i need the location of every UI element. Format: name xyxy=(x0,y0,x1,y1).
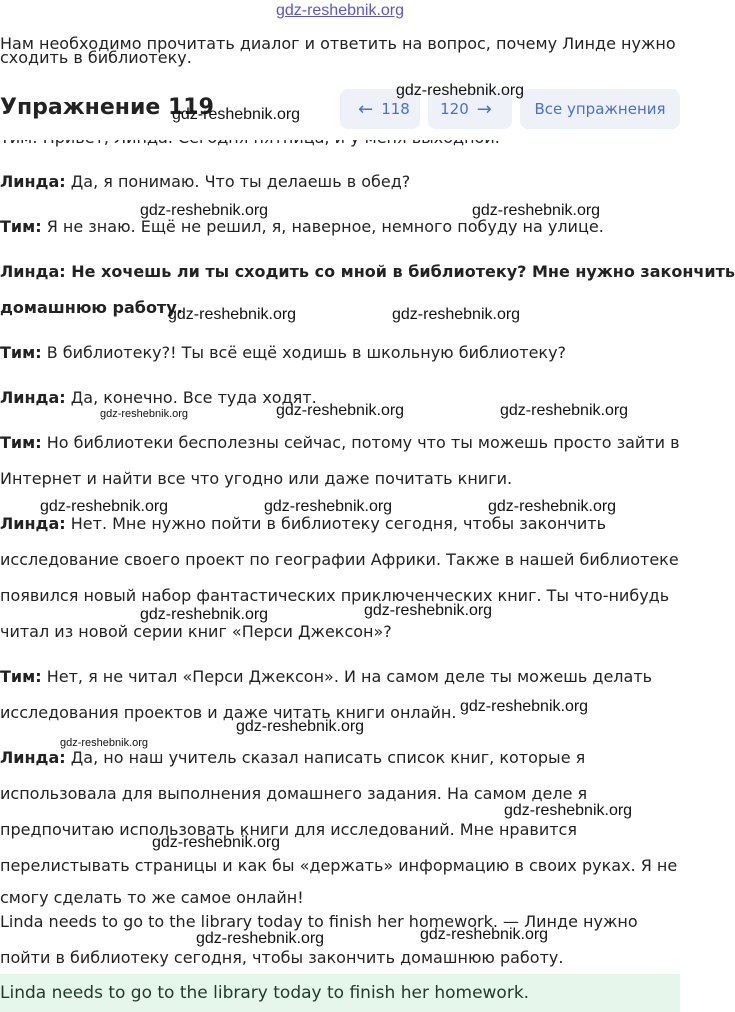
dialogue-line: Тим: В библиотеку?! Ты всё ещё ходишь в школьную библиотеку? xyxy=(0,343,567,362)
dialogue-cut-line: смогу сделать то же самое онлайн! xyxy=(0,888,304,907)
watermark: gdz-reshebnik.org xyxy=(276,402,405,419)
answer-box xyxy=(0,974,680,1012)
watermark: gdz-reshebnik.org xyxy=(392,306,521,323)
watermark: gdz-reshebnik.org xyxy=(364,602,493,619)
intro-text: Нам необходимо прочитать диалог и ответить на вопрос, почему Линде нужно xyxy=(0,34,676,53)
watermark: gdz-reshebnik.org xyxy=(168,306,297,323)
watermark: gdz-reshebnik.org xyxy=(60,737,149,749)
next-exercise-label: 120 xyxy=(440,100,469,118)
watermark: gdz-reshebnik.org xyxy=(396,82,525,99)
intro-cut-line: сходить в библиотеку. xyxy=(0,48,192,67)
dialogue-line: Линда: Нет. Мне нужно пойти в библиотеку сегодня, чтобы закончить xyxy=(0,514,607,533)
dialogue-line: читал из новой серии книг «Перси Джексон»? xyxy=(0,622,392,641)
dialogue-line: Тим: Я не знаю. Ещё не решил, я, наверное, немного побуду на улице. xyxy=(0,217,604,236)
dialogue-line: домашнюю работу. xyxy=(0,298,183,317)
watermark: gdz-reshebnik.org xyxy=(236,718,365,735)
watermark: gdz-reshebnik.org xyxy=(460,698,589,715)
watermark: gdz-reshebnik.org xyxy=(140,606,269,623)
dialogue-line: использовала для выполнения домашнего задания. На самом деле я xyxy=(0,784,588,803)
dialogue-line: Интернет и найти все что угодно или даже почитать книги. xyxy=(0,469,513,488)
site-watermark-link[interactable]: gdz-reshebnik.org xyxy=(275,2,405,19)
arrow-left-icon: ← xyxy=(358,98,374,120)
watermark: gdz-reshebnik.org xyxy=(488,498,617,515)
dialogue-line: Тим: Но библиотеки бесполезны сейчас, потому что ты можешь просто зайти в xyxy=(0,433,680,452)
watermark: gdz-reshebnik.org xyxy=(420,926,549,943)
exercise-title: Упражнение 119 xyxy=(0,95,214,120)
prev-exercise-label: 118 xyxy=(381,100,410,118)
watermark: gdz-reshebnik.org xyxy=(264,498,393,515)
dialogue-line: Линда: Не хочешь ли ты сходить со мной в библиотеку? Мне нужно закончить xyxy=(0,262,735,281)
answer-translation-line-2: пойти в библиотеку сегодня, чтобы закончить домашнюю работу. xyxy=(0,948,564,967)
answer-box-text: Linda needs to go to the library today to finish her homework. xyxy=(0,983,530,1003)
watermark: gdz-reshebnik.org xyxy=(172,106,301,123)
watermark: gdz-reshebnik.org xyxy=(196,930,325,947)
watermark: gdz-reshebnik.org xyxy=(152,834,281,851)
dialogue-line: предпочитаю использовать книги для исследований. Мне нравится xyxy=(0,820,577,839)
dialogue-line: Линда: Да, я понимаю. Что ты делаешь в обед? xyxy=(0,172,411,191)
watermark: gdz-reshebnik.org xyxy=(472,202,601,219)
all-exercises-label: Все упражнения xyxy=(534,100,666,118)
watermark: gdz-reshebnik.org xyxy=(100,408,189,420)
watermark: gdz-reshebnik.org xyxy=(40,498,169,515)
arrow-right-icon: → xyxy=(476,98,492,120)
all-exercises-button[interactable] xyxy=(520,89,680,129)
dialogue-line: Линда: Да, конечно. Все туда ходят. xyxy=(0,388,317,407)
dialogue-line: исследование своего проект по географии Африки. Также в нашей библиотеке xyxy=(0,550,679,569)
dialogue-line: Тим: Нет, я не читал «Перси Джексон». И на самом деле ты можешь делать xyxy=(0,667,653,686)
dialogue-line: Линда: Да, но наш учитель сказал написать список книг, которые я xyxy=(0,748,586,767)
dialogue-line: появился новый набор фантастических приключенческих книг. Ты что-нибудь xyxy=(0,586,670,605)
dialogue-line: перелистывать страницы и как бы «держать» информацию в своих руках. Я не xyxy=(0,856,678,875)
watermark: gdz-reshebnik.org xyxy=(504,802,633,819)
answer-translation-line-1: Linda needs to go to the library today to finish her homework. — Линде нужно xyxy=(0,912,638,931)
dialogue-line: исследования проектов и даже читать книги онлайн. xyxy=(0,703,457,722)
watermark: gdz-reshebnik.org xyxy=(140,202,269,219)
watermark: gdz-reshebnik.org xyxy=(500,402,629,419)
